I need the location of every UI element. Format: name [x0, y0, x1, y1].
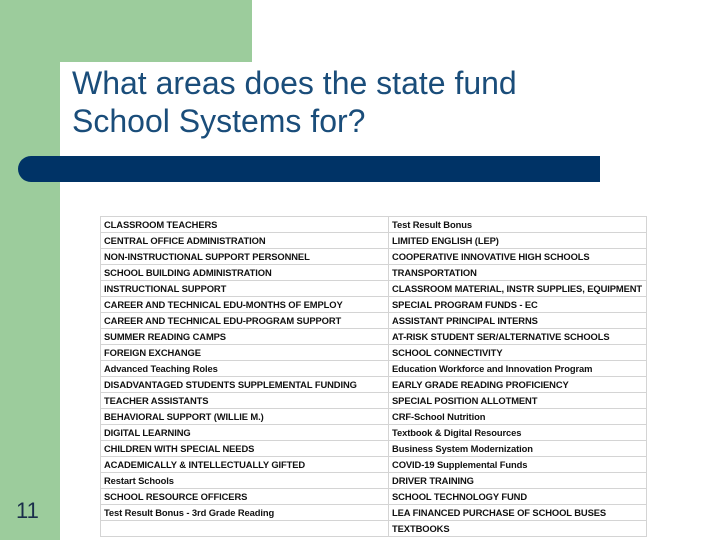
left-funding-item: FOREIGN EXCHANGE — [101, 345, 389, 361]
top-accent-block — [60, 0, 252, 62]
right-funding-item: Test Result Bonus — [389, 217, 647, 233]
left-funding-item: SCHOOL BUILDING ADMINISTRATION — [101, 265, 389, 281]
right-funding-item: EARLY GRADE READING PROFICIENCY — [389, 377, 647, 393]
slide-number: 11 — [16, 498, 39, 523]
right-funding-item: TEXTBOOKS — [389, 521, 647, 537]
left-funding-item: CAREER AND TECHNICAL EDU-MONTHS OF EMPLOY — [101, 297, 389, 313]
table-row — [101, 457, 647, 473]
right-funding-item: COOPERATIVE INNOVATIVE HIGH SCHOOLS — [389, 249, 647, 265]
table-row — [101, 409, 647, 425]
left-funding-item: CENTRAL OFFICE ADMINISTRATION — [101, 233, 389, 249]
right-funding-item: SPECIAL PROGRAM FUNDS - EC — [389, 297, 647, 313]
table-row — [101, 425, 647, 441]
table-row — [101, 473, 647, 489]
right-funding-item: LIMITED ENGLISH (LEP) — [389, 233, 647, 249]
right-funding-item: SCHOOL CONNECTIVITY — [389, 345, 647, 361]
left-funding-item: NON-INSTRUCTIONAL SUPPORT PERSONNEL — [101, 249, 389, 265]
left-funding-item: INSTRUCTIONAL SUPPORT — [101, 281, 389, 297]
right-funding-item: LEA FINANCED PURCHASE OF SCHOOL BUSES — [389, 505, 647, 521]
left-funding-item: SCHOOL RESOURCE OFFICERS — [101, 489, 389, 505]
right-funding-item: SCHOOL TECHNOLOGY FUND — [389, 489, 647, 505]
right-funding-item: Textbook & Digital Resources — [389, 425, 647, 441]
left-funding-item: DISADVANTAGED STUDENTS SUPPLEMENTAL FUNDING — [101, 377, 389, 393]
left-funding-item: DIGITAL LEARNING — [101, 425, 389, 441]
table-row — [101, 281, 647, 297]
left-funding-item: Restart Schools — [101, 473, 389, 489]
table-row — [101, 329, 647, 345]
right-funding-item: ASSISTANT PRINCIPAL INTERNS — [389, 313, 647, 329]
right-funding-item: Business System Modernization — [389, 441, 647, 457]
table-row — [101, 249, 647, 265]
title-underline-bar — [18, 156, 600, 182]
left-funding-item: SUMMER READING CAMPS — [101, 329, 389, 345]
left-funding-item: Advanced Teaching Roles — [101, 361, 389, 377]
right-funding-item: CLASSROOM MATERIAL, INSTR SUPPLIES, EQUIPMENT — [389, 281, 647, 297]
table-row — [101, 505, 647, 521]
table-row — [101, 233, 647, 249]
page-title — [72, 64, 672, 140]
table-row — [101, 345, 647, 361]
left-funding-item: TEACHER ASSISTANTS — [101, 393, 389, 409]
left-funding-item: ACADEMICALLY & INTELLECTUALLY GIFTED — [101, 457, 389, 473]
table-row — [101, 521, 647, 537]
table-row — [101, 217, 647, 233]
title-line-2: School Systems for? — [72, 103, 366, 139]
right-funding-item: CRF-School Nutrition — [389, 409, 647, 425]
left-funding-item: Test Result Bonus - 3rd Grade Reading — [101, 505, 389, 521]
right-funding-item: COVID-19 Supplemental Funds — [389, 457, 647, 473]
right-funding-item: Education Workforce and Innovation Program — [389, 361, 647, 377]
left-funding-item: CAREER AND TECHNICAL EDU-PROGRAM SUPPORT — [101, 313, 389, 329]
right-funding-item: DRIVER TRAINING — [389, 473, 647, 489]
funding-table-container — [100, 216, 646, 534]
left-funding-item: CHILDREN WITH SPECIAL NEEDS — [101, 441, 389, 457]
title-line-1: What areas does the state fund — [72, 65, 517, 101]
right-funding-item: SPECIAL POSITION ALLOTMENT — [389, 393, 647, 409]
left-funding-item: CLASSROOM TEACHERS — [101, 217, 389, 233]
right-funding-item: TRANSPORTATION — [389, 265, 647, 281]
left-accent-bar — [0, 0, 60, 540]
table-row — [101, 313, 647, 329]
funding-areas-table — [100, 216, 647, 537]
table-row — [101, 377, 647, 393]
table-row — [101, 441, 647, 457]
right-funding-item: AT-RISK STUDENT SER/ALTERNATIVE SCHOOLS — [389, 329, 647, 345]
table-row — [101, 297, 647, 313]
left-funding-item: BEHAVIORAL SUPPORT (WILLIE M.) — [101, 409, 389, 425]
table-row — [101, 265, 647, 281]
table-row — [101, 393, 647, 409]
left-funding-item — [101, 521, 389, 537]
table-row — [101, 489, 647, 505]
table-row — [101, 361, 647, 377]
